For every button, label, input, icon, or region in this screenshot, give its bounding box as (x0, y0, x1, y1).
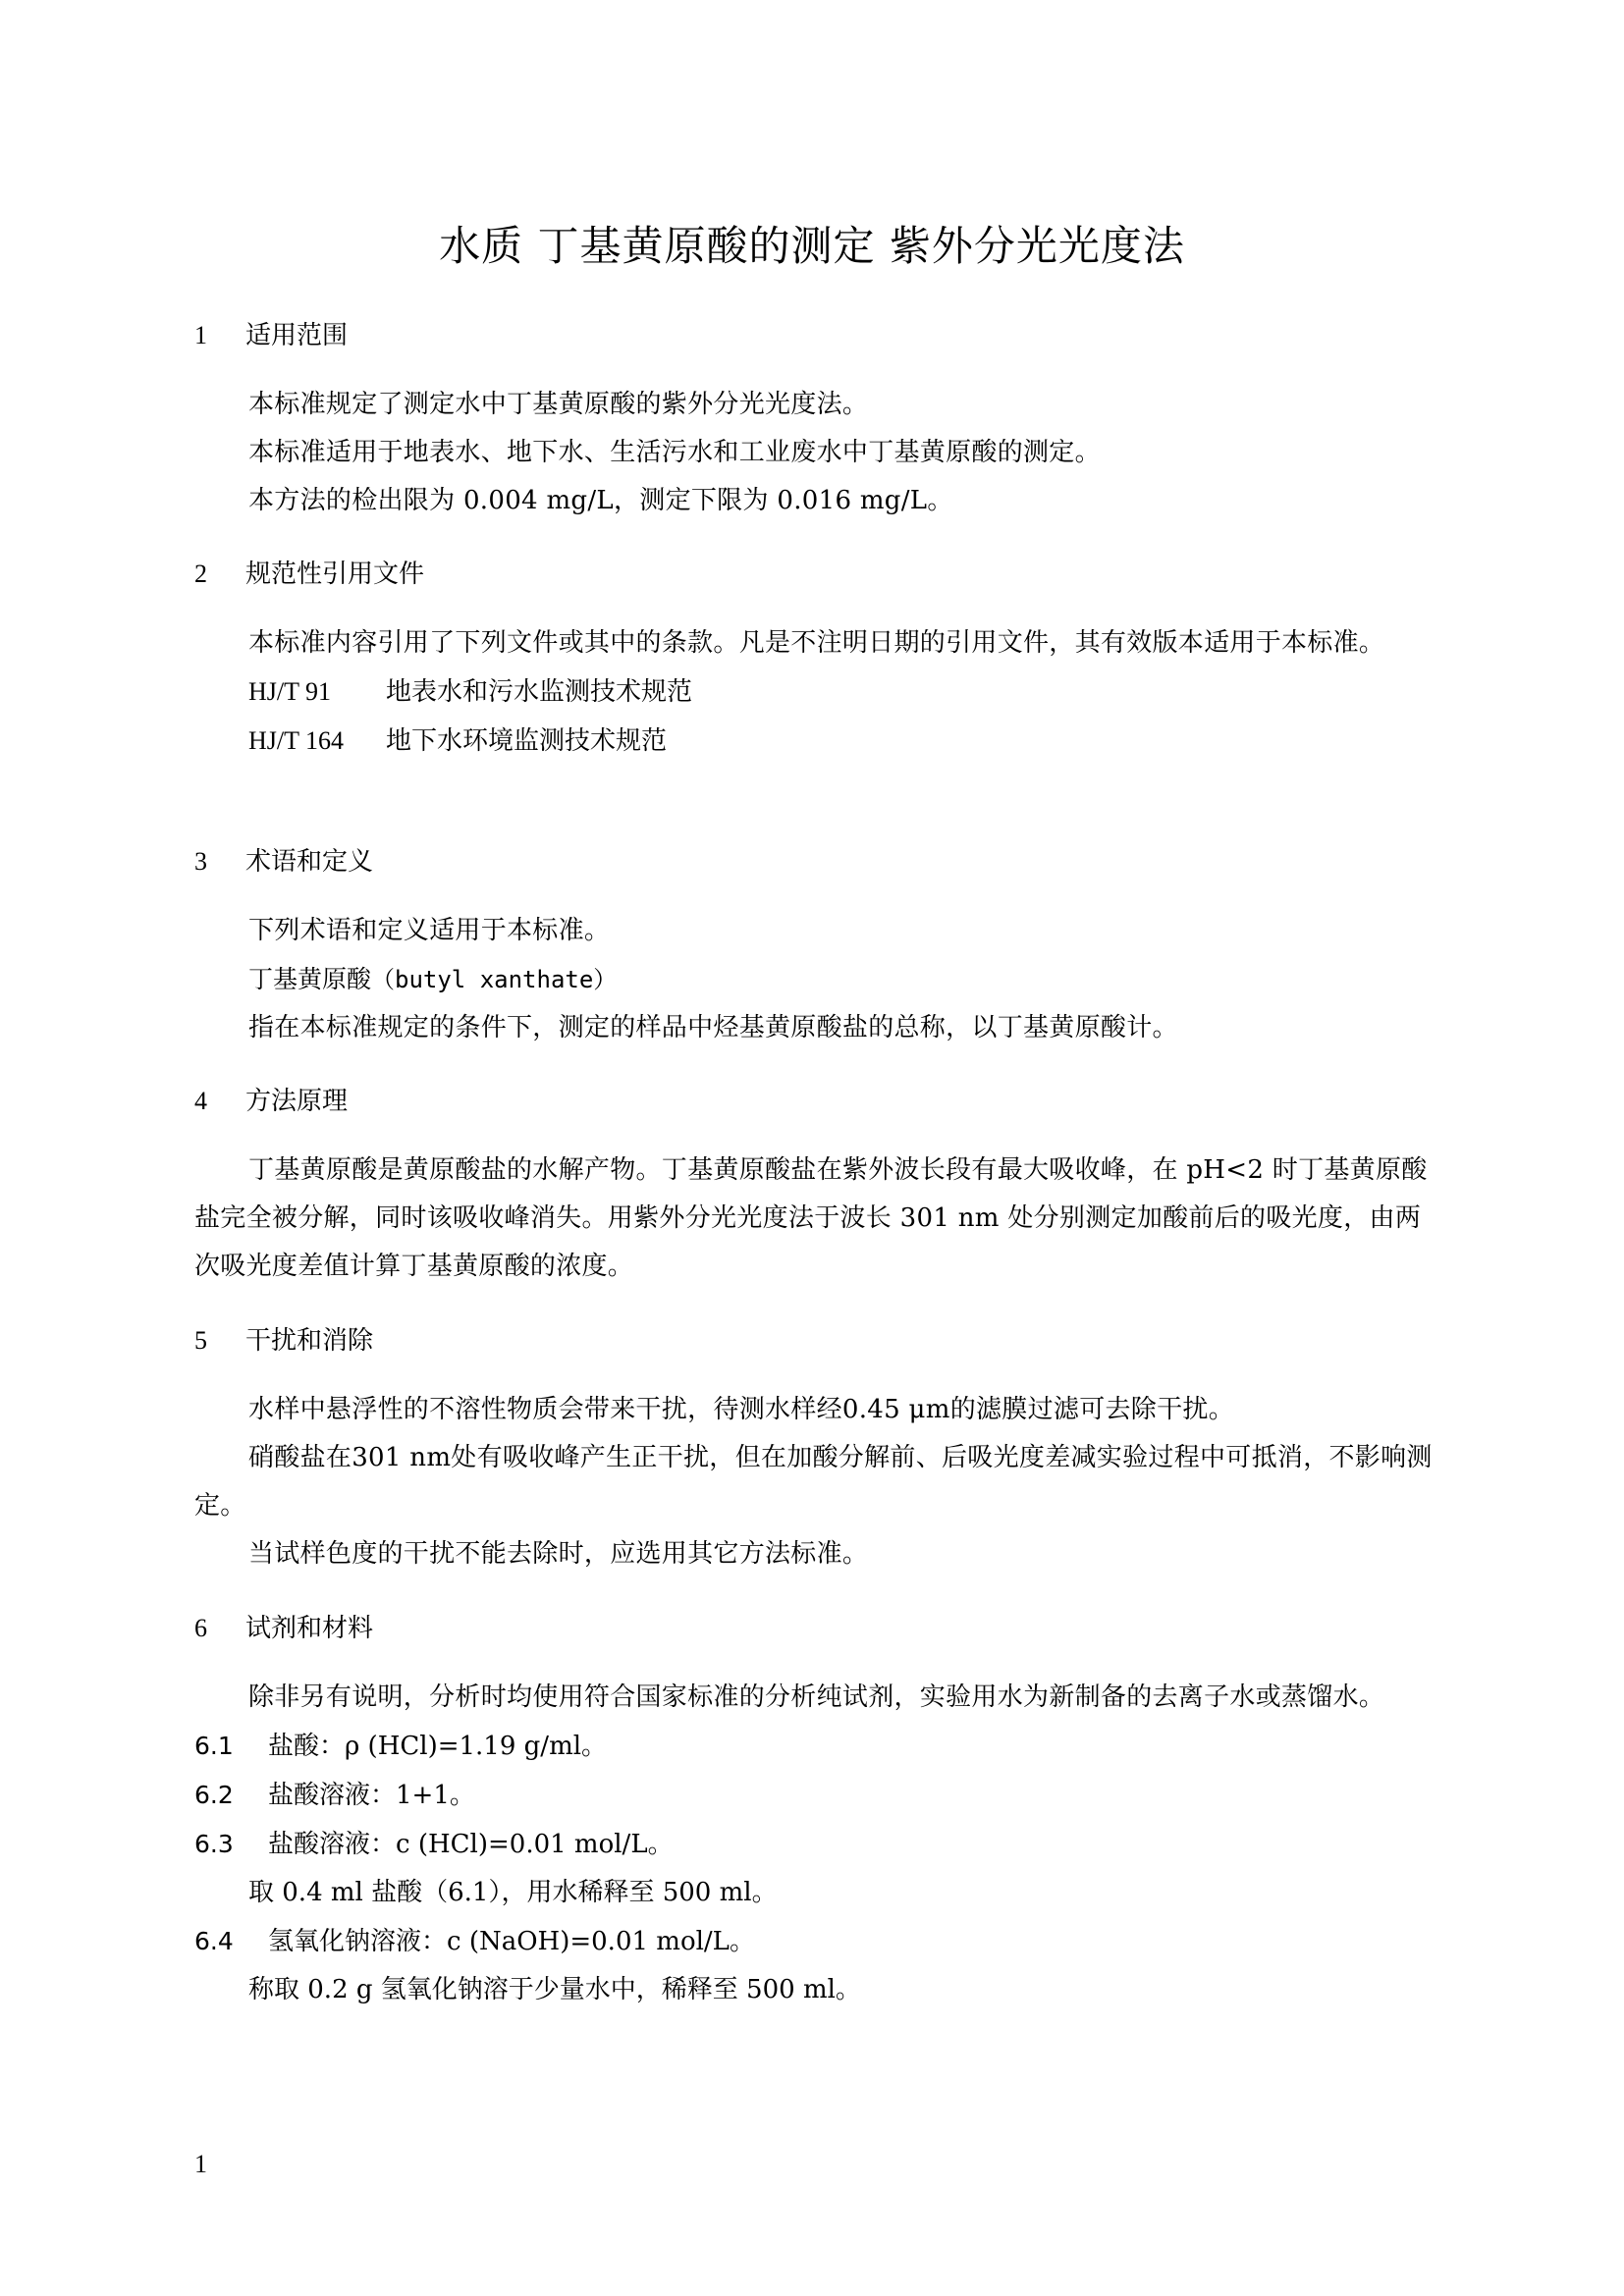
reference-item (194, 667, 1439, 717)
item-number: 6.1 (194, 1732, 234, 1760)
section-title: 方法原理 (245, 1087, 349, 1116)
section-heading (194, 1084, 1439, 1119)
paragraph: 硝酸盐在301 nm处有吸收峰产生正干扰，但在加酸分解前、后吸光度差减实验过程中可抵消，不影响测定。 (194, 1443, 1433, 1521)
reference-name: 地下水环境监测技术规范 (386, 726, 668, 756)
reference-code: HJ/T 164 (248, 726, 345, 755)
section-title: 干扰和消除 (245, 1326, 374, 1356)
reference-name: 地表水和污水监测技术规范 (386, 677, 693, 707)
reagent-item (194, 1820, 1439, 1869)
section-6 (194, 1611, 1439, 2014)
paragraph: 下列术语和定义适用于本标准。 (248, 916, 611, 945)
reference-code: HJ/T 91 (248, 677, 332, 706)
item-text: 盐酸溶液：1+1。 (268, 1781, 475, 1810)
section-heading (194, 844, 1439, 880)
paragraph: 除非另有说明，分析时均使用符合国家标准的分析纯试剂，实验用水为新制备的去离子水或蒸馏水。 (248, 1682, 1385, 1712)
section-number: 2 (194, 560, 207, 588)
term-definition: 指在本标准规定的条件下，测定的样品中烃基黄原酸盐的总称，以丁基黄原酸计。 (248, 1013, 1178, 1042)
paragraph: 丁基黄原酸是黄原酸盐的水解产物。丁基黄原酸盐在紫外波长段有最大吸收峰，在 pH<2 时丁基黄原酸盐完全被分解，同时该吸收峰消失。用紫外分光光度法于波长 301 nm 处分别测定加酸前后的吸光度，由两次吸光度差值计算丁基黄原酸的浓度。 (194, 1155, 1428, 1281)
section-number: 1 (194, 321, 207, 349)
section-4 (194, 1084, 1439, 1291)
reagent-item (194, 1722, 1439, 1771)
item-number: 6.4 (194, 1927, 234, 1955)
item-text: 盐酸溶液：c (HCl)=0.01 mol/L。 (268, 1830, 674, 1859)
section-number: 3 (194, 847, 207, 876)
section-3 (194, 844, 1439, 1052)
term-entry (194, 955, 1439, 1004)
paragraph: 本标准适用于地表水、地下水、生活污水和工业废水中丁基黄原酸的测定。 (248, 438, 1101, 467)
section-number: 4 (194, 1087, 207, 1115)
section-title: 试剂和材料 (245, 1614, 374, 1643)
document-title: 水质 丁基黄原酸的测定 紫外分光光度法 (439, 222, 1185, 270)
section-5 (194, 1323, 1439, 1578)
item-text: 氢氧化钠溶液：c (NaOH)=0.01 mol/L。 (268, 1927, 755, 1956)
section-1 (194, 318, 1439, 525)
reagent-item (194, 1771, 1439, 1820)
paragraph: 本标准规定了测定水中丁基黄原酸的紫外分光光度法。 (248, 390, 869, 419)
item-note: 称取 0.2 g 氢氧化钠溶于少量水中，稀释至 500 ml。 (248, 1975, 861, 2004)
section-heading (194, 1611, 1439, 1646)
paragraph: 水样中悬浮性的不溶性物质会带来干扰，待测水样经0.45 μm的滤膜过滤可去除干扰。 (248, 1395, 1235, 1424)
term-chinese: 丁基黄原酸 (248, 965, 372, 993)
term-english: （butyl xanthate） (371, 966, 618, 993)
paragraph: 本标准内容引用了下列文件或其中的条款。凡是不注明日期的引用文件，其有效版本适用于本标准。 (248, 628, 1385, 658)
section-title: 规范性引用文件 (245, 560, 425, 589)
section-heading (194, 557, 1439, 592)
section-number: 6 (194, 1614, 207, 1642)
section-number: 5 (194, 1326, 207, 1355)
section-title: 适用范围 (245, 321, 349, 350)
section-title: 术语和定义 (245, 847, 374, 877)
item-note: 取 0.4 ml 盐酸（6.1），用水稀释至 500 ml。 (248, 1878, 778, 1907)
section-2 (194, 557, 1439, 766)
section-heading (194, 1323, 1439, 1359)
page-number: 1 (194, 2150, 207, 2178)
paragraph: 本方法的检出限为 0.004 mg/L，测定下限为 0.016 mg/L。 (248, 486, 953, 515)
item-text: 盐酸：ρ (HCl)=1.19 g/ml。 (268, 1732, 608, 1761)
item-number: 6.3 (194, 1830, 234, 1858)
paragraph: 当试样色度的干扰不能去除时，应选用其它方法标准。 (248, 1539, 869, 1569)
reference-item (194, 717, 1439, 766)
item-number: 6.2 (194, 1781, 234, 1809)
reagent-item (194, 1917, 1439, 1966)
section-heading (194, 318, 1439, 353)
